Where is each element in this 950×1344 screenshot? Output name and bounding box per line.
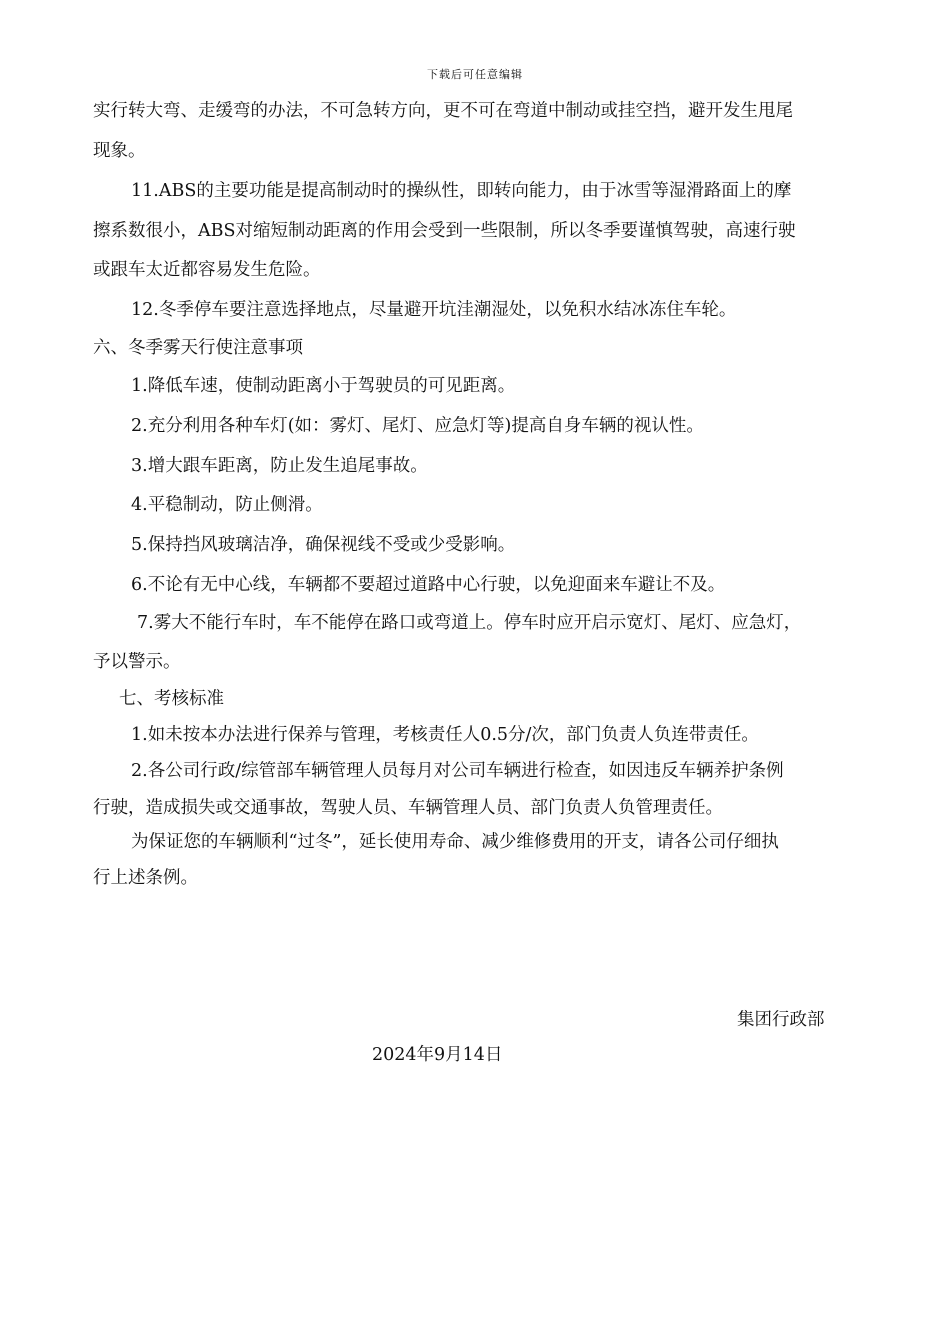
- text-line: 行驶，造成损失或交通事故，驾驶人员、车辆管理人员、部门负责人负管理责任。: [93, 798, 723, 818]
- text-line: 行上述条例。: [93, 868, 198, 888]
- text-line: 6.不论有无中心线，车辆都不要超过道路中心行驶，以免迎面来车避让不及。: [131, 575, 726, 595]
- text-line: 11.ABS的主要功能是提高制动时的操纵性，即转向能力，由于冰雪等湿滑路面上的摩: [131, 181, 792, 201]
- text-line: 擦系数很小，ABS对缩短制动距离的作用会受到一些限制，所以冬季要谨慎驾驶，高速行驶: [93, 221, 796, 241]
- text-line: 2.充分利用各种车灯(如：雾灯、尾灯、应急灯等)提高自身车辆的视认性。: [131, 416, 704, 436]
- section-heading: 七、考核标准: [119, 689, 224, 709]
- text-line: 1.降低车速，使制动距离小于驾驶员的可见距离。: [131, 376, 516, 396]
- text-line: 1.如未按本办法进行保养与管理，考核责任人0.5分/次，部门负责人负连带责任。: [131, 725, 759, 745]
- text-line: 实行转大弯、走缓弯的办法，不可急转方向，更不可在弯道中制动或挂空挡，避开发生甩尾: [93, 101, 793, 121]
- signature-date: 2024年9月14日: [372, 1045, 503, 1065]
- text-line: 予以警示。: [93, 652, 181, 672]
- text-line: 2.各公司行政/综管部车辆管理人员每月对公司车辆进行检查，如因违反车辆养护条例: [131, 761, 784, 781]
- signature-department: 集团行政部: [737, 1010, 825, 1030]
- page-header: 下载后可任意编辑: [427, 68, 523, 81]
- text-line: 3.增大跟车距离，防止发生追尾事故。: [131, 456, 428, 476]
- text-line: 5.保持挡风玻璃洁净，确保视线不受或少受影响。: [131, 535, 516, 555]
- section-heading: 六、冬季雾天行使注意事项: [93, 338, 303, 358]
- text-line: 为保证您的车辆顺利“过冬”，延长使用寿命、减少维修费用的开支，请各公司仔细执: [131, 832, 779, 852]
- text-line: 7.雾大不能行车时，车不能停在路口或弯道上。停车时应开启示宽灯、尾灯、应急灯，: [137, 613, 802, 633]
- text-line: 现象。: [93, 141, 146, 161]
- text-line: 4.平稳制动，防止侧滑。: [131, 495, 323, 515]
- text-line: 12.冬季停车要注意选择地点，尽量避开坑洼潮湿处，以免积水结冰冻住车轮。: [131, 300, 737, 320]
- text-line: 或跟车太近都容易发生危险。: [93, 260, 321, 280]
